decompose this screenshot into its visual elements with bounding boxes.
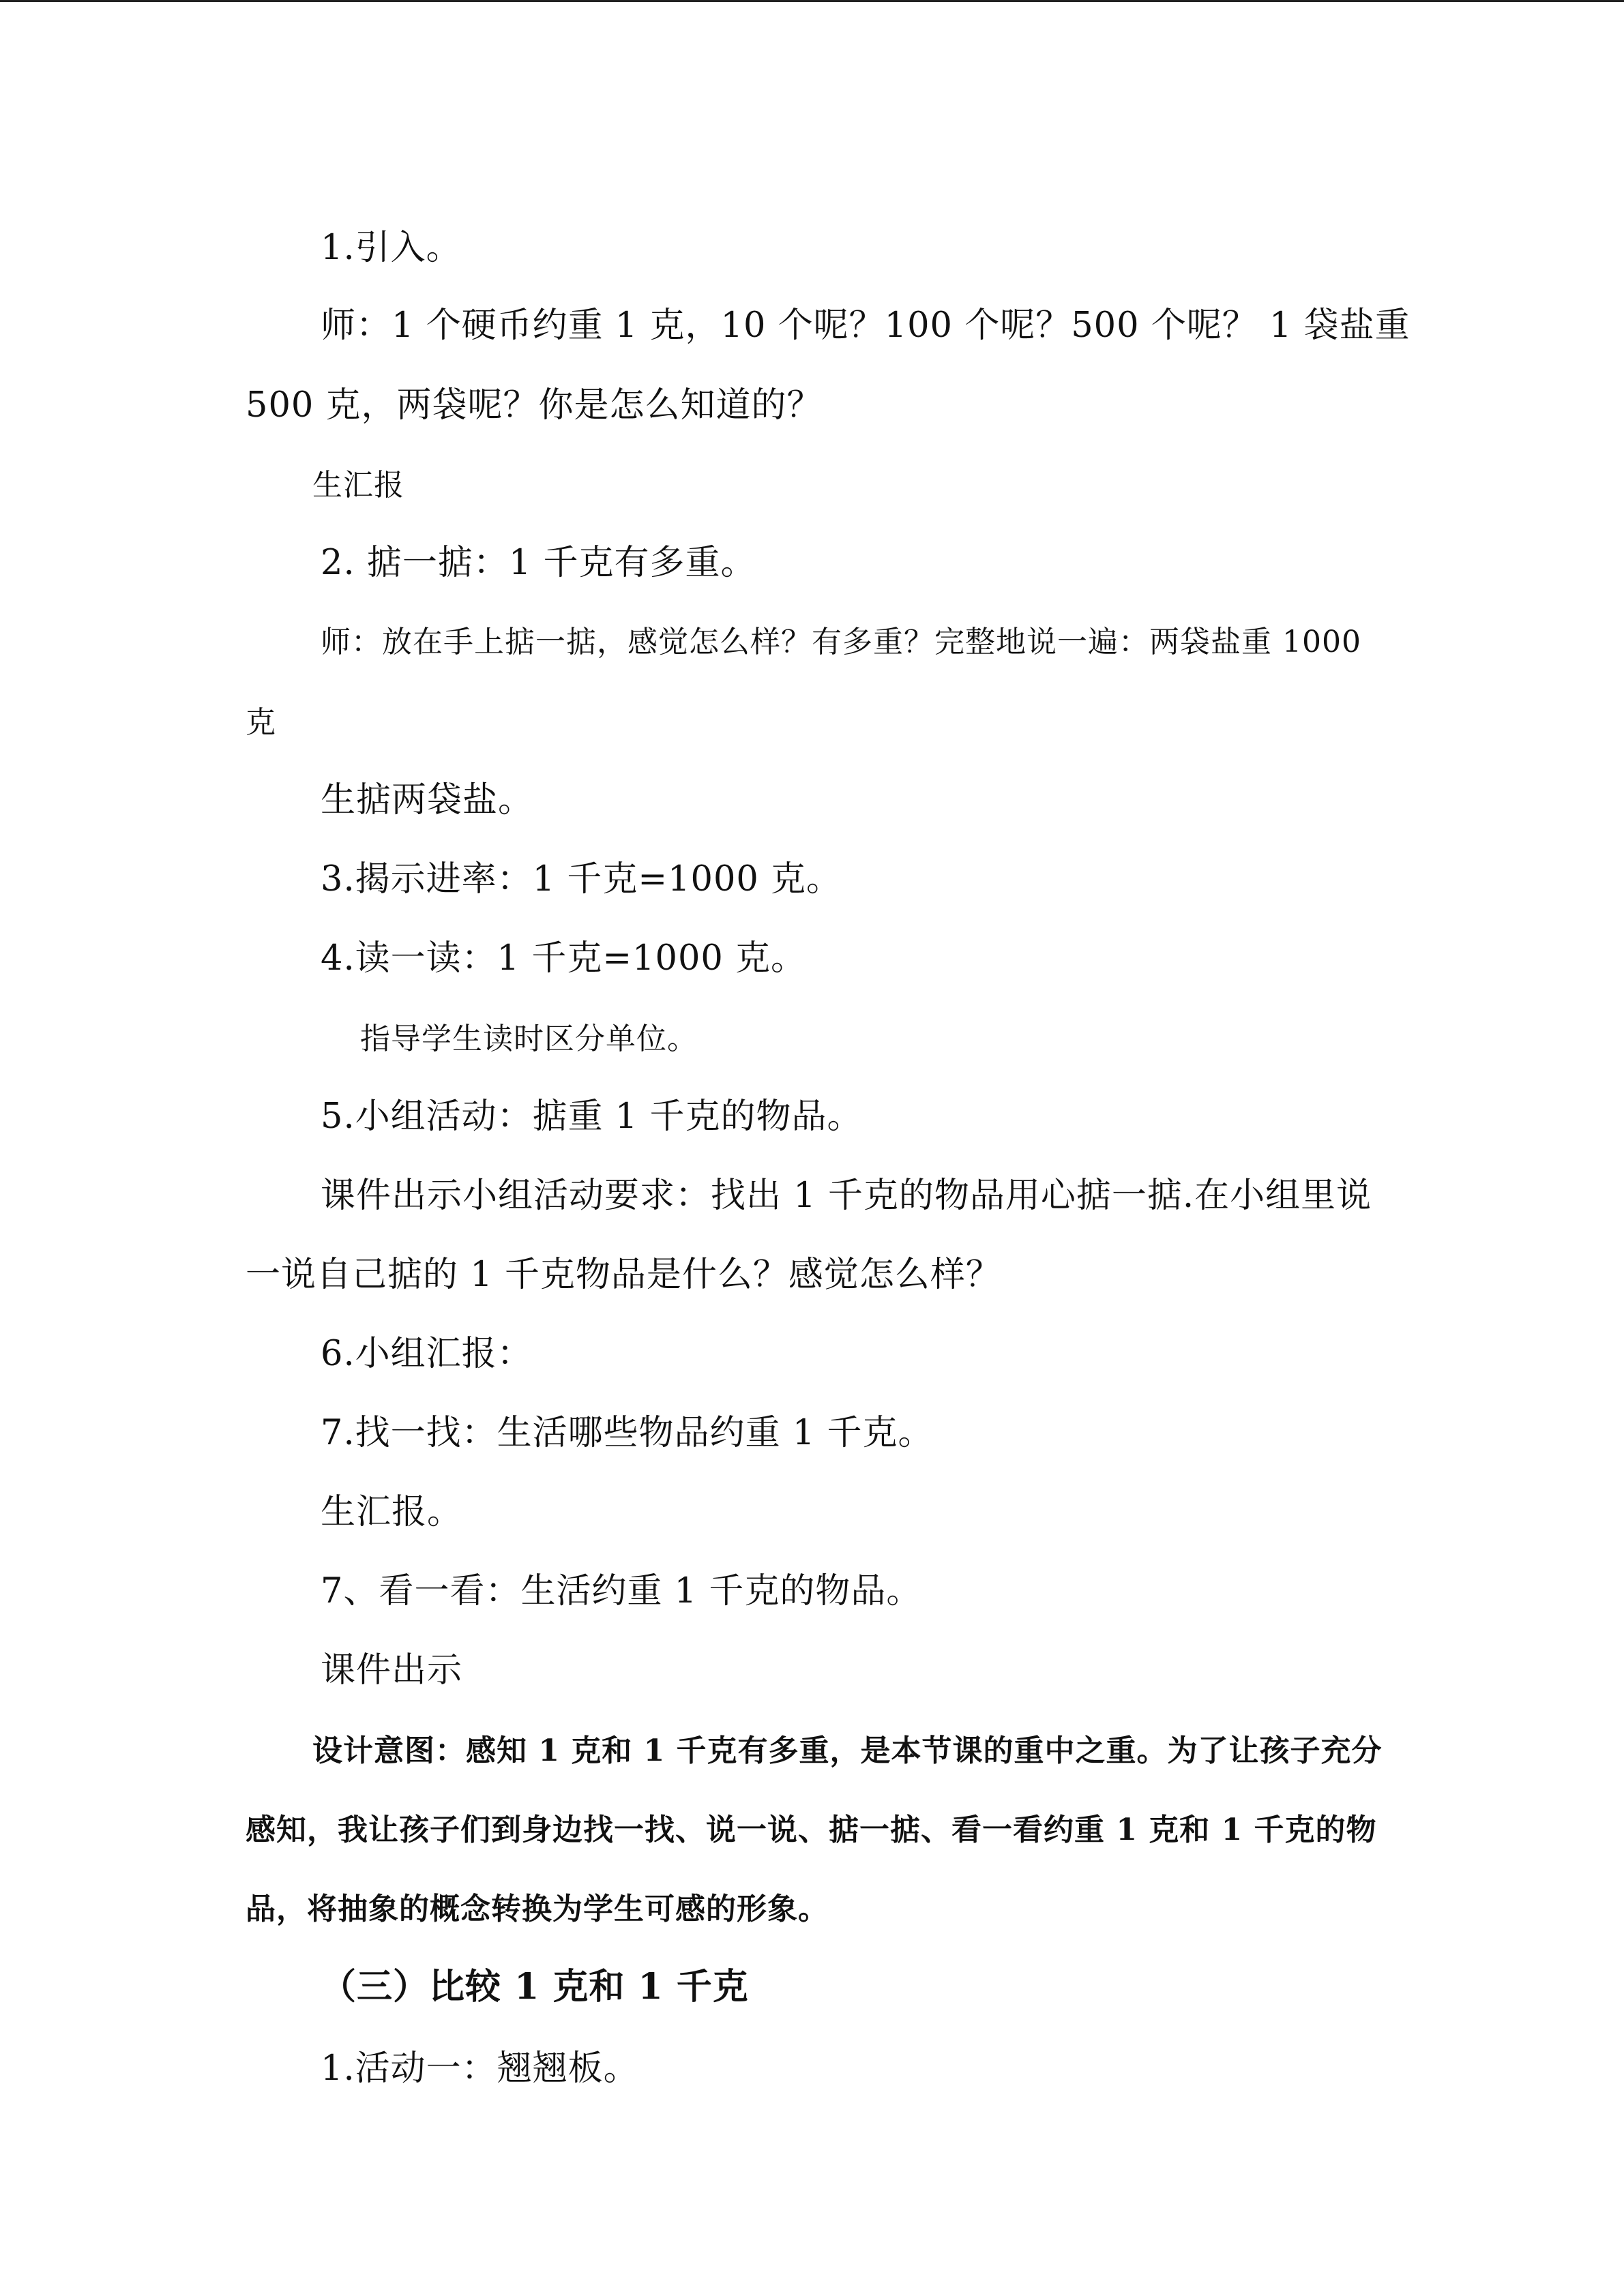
paragraph-guide: 指导学生读时区分单位。: [360, 1022, 698, 1056]
paragraph-courseware-show: 课件出示: [321, 1650, 463, 1690]
paragraph-reveal-rate: 3.揭示进率：1 千克=1000 克。: [321, 859, 842, 899]
paragraph-student-report-2: 生汇报。: [321, 1492, 463, 1532]
paragraph-courseware-requirement-cont: 一说自己掂的 1 千克物品是什么？感觉怎么样？: [246, 1255, 1001, 1295]
design-intent-line-3: 品，将抽象的概念转换为学生可感的形象。: [246, 1892, 829, 1926]
paragraph-seesaw-activity: 1.活动一：翘翘板。: [321, 2048, 639, 2089]
paragraph-find: 7.找一找：生活哪些物品约重 1 千克。: [321, 1413, 934, 1453]
page-top-border: [0, 0, 1624, 2]
paragraph-group-report: 6.小组汇报：: [321, 1334, 533, 1374]
section-heading-compare: （三）比较 1 克和 1 千克: [321, 1966, 749, 2008]
paragraph-weigh-heading: 2. 掂一掂：1 千克有多重。: [321, 543, 756, 583]
paragraph-teacher-weigh: 师：放在手上掂一掂，感觉怎么样？有多重？完整地说一遍：两袋盐重 1000: [321, 625, 1361, 659]
design-intent-line-1: 设计意图：感知 1 克和 1 千克有多重，是本节课的重中之重。为了让孩子充分: [312, 1733, 1383, 1768]
design-intent-line-2: 感知，我让孩子们到身边找一找、说一说、掂一掂、看一看约重 1 克和 1 千克的物: [246, 1813, 1377, 1847]
paragraph-courseware-requirement: 课件出示小组活动要求：找出 1 千克的物品用心掂一掂.在小组里说: [321, 1176, 1372, 1216]
paragraph-look: 7、看一看：生活约重 1 千克的物品。: [321, 1571, 922, 1611]
paragraph-teacher-weigh-cont: 克: [246, 705, 276, 740]
paragraph-teacher-coin: 师：1 个硬币约重 1 克，10 个呢？100 个呢？500 个呢？ 1 袋盐重: [321, 305, 1411, 346]
paragraph-teacher-coin-cont: 500 克，两袋呢？你是怎么知道的？: [246, 385, 823, 426]
paragraph-group-activity: 5.小组活动：掂重 1 千克的物品。: [321, 1097, 863, 1137]
paragraph-student-weigh: 生掂两袋盐。: [321, 780, 534, 820]
paragraph-student-report: 生汇报: [312, 468, 404, 503]
paragraph-read: 4.读一读：1 千克=1000 克。: [321, 938, 807, 979]
paragraph-intro: 1.引入。: [321, 228, 462, 268]
